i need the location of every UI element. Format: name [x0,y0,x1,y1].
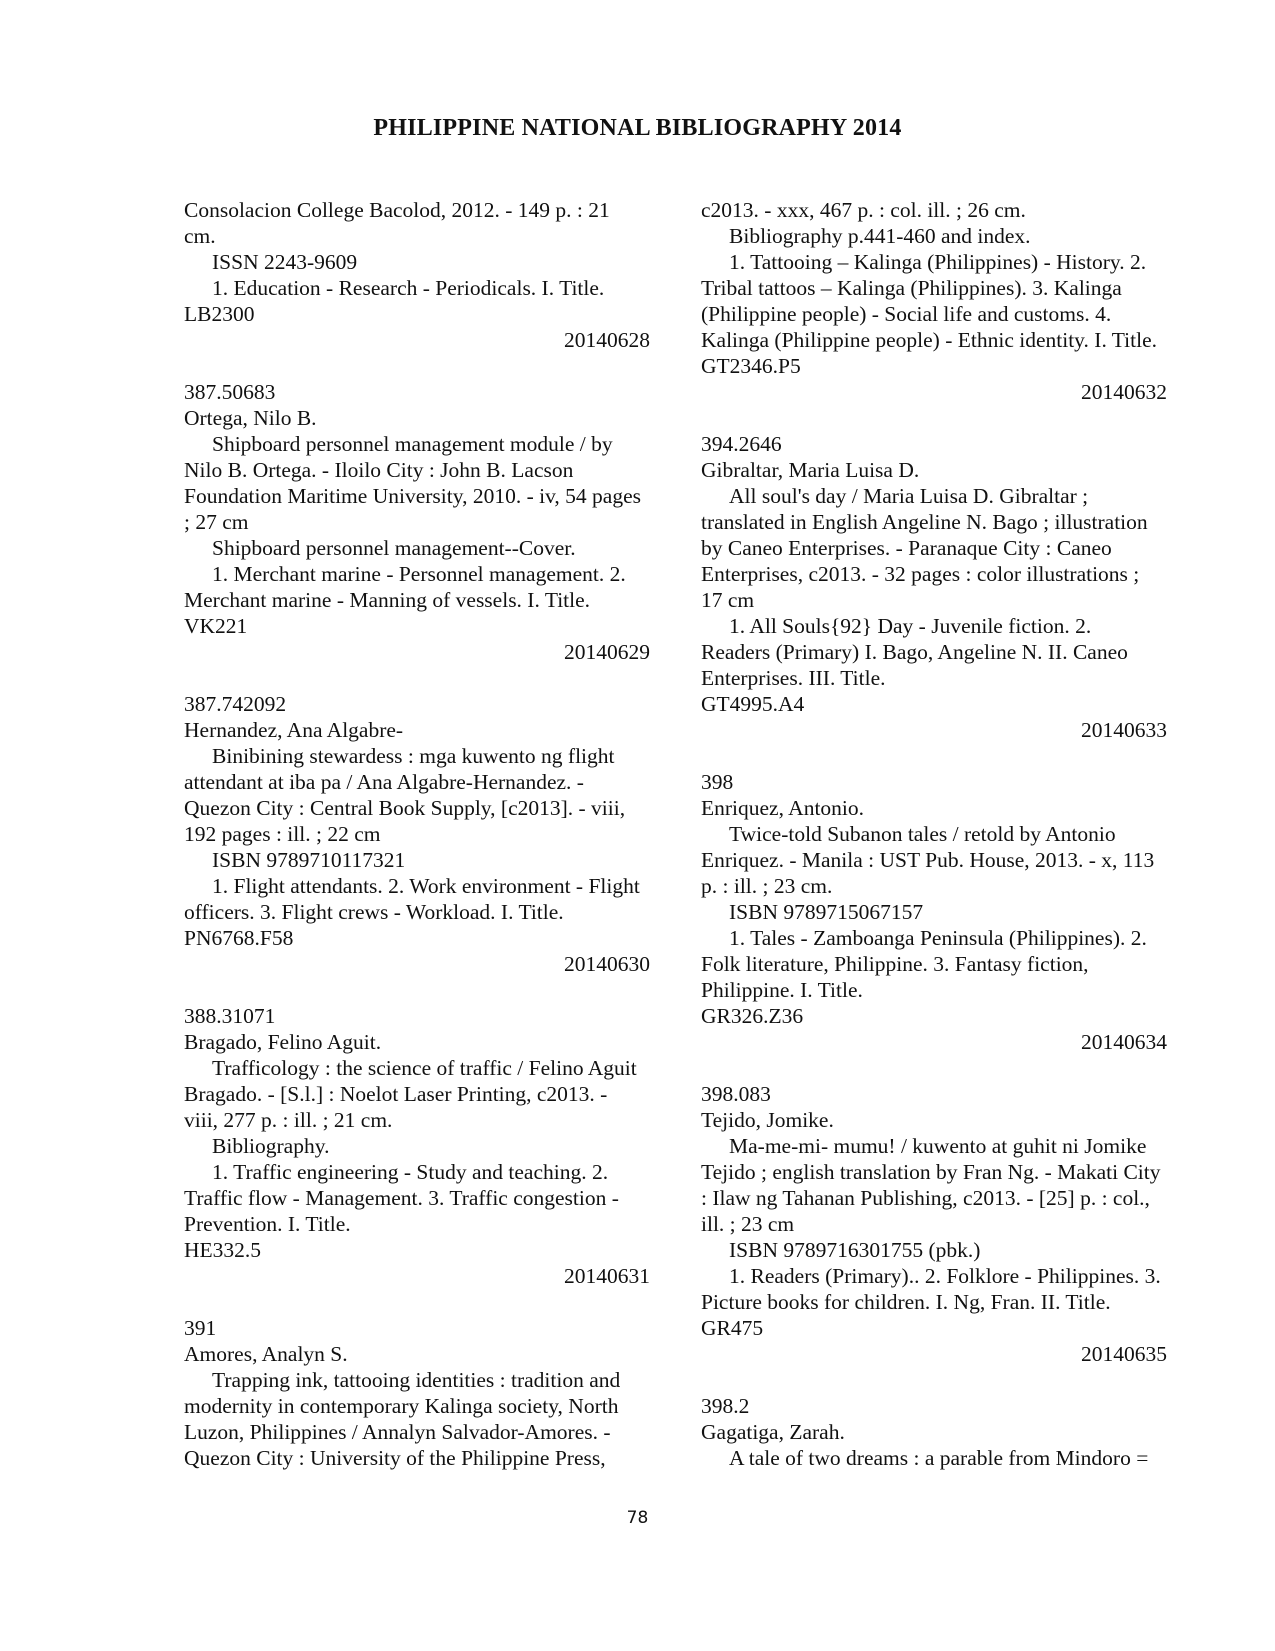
bibliography-line: Tejido, Jomike. [701,1108,834,1132]
bibliography-line: officers. 3. Flight crews - Workload. I. Title. [184,900,564,924]
bibliography-line: Ma-me-mi- mumu! / kuwento at guhit ni Jomike [729,1134,1147,1158]
bibliography-line: 20140633 [1081,718,1167,742]
bibliography-line: Amores, Analyn S. [184,1342,348,1366]
bibliography-line: : Ilaw ng Tahanan Publishing, c2013. - [25] p. : col., [701,1186,1150,1210]
entry-spacer [184,665,654,691]
bibliography-line: Tribal tattoos – Kalinga (Philippines). 3. Kalinga [701,276,1122,300]
entry-spacer [184,977,654,1003]
bibliography-line: Gagatiga, Zarah. [701,1420,845,1444]
bibliography-line: LB2300 [184,302,255,326]
bibliography-line: Bibliography p.441-460 and index. [729,224,1031,248]
bibliography-line: 1. Education - Research - Periodicals. I. Title. [212,276,605,300]
bibliography-line: 20140631 [564,1264,650,1288]
bibliography-line: p. : ill. ; 23 cm. [701,874,833,898]
bibliography-line: viii, 277 p. : ill. ; 21 cm. [184,1108,393,1132]
bibliography-line: (Philippine people) - Social life and customs. 4. [701,302,1112,326]
bibliography-line: Kalinga (Philippine people) - Ethnic identity. I. Title. [701,328,1158,352]
bibliography-line: Tejido ; english translation by Fran Ng. - Makati City [701,1160,1161,1184]
bibliography-line: 398 [701,770,734,794]
bibliography-line: Enterprises, c2013. - 32 pages : color illustrations ; [701,562,1140,586]
bibliography-line: Twice-told Subanon tales / retold by Antonio [729,822,1116,846]
bibliography-line: 388.31071 [184,1004,276,1028]
bibliography-line: HE332.5 [184,1238,262,1262]
bibliography-line: 1. Merchant marine - Personnel management. 2. [212,562,626,586]
bibliography-line: 1. Readers (Primary).. 2. Folklore - Philippines. 3. [729,1264,1161,1288]
bibliography-line: Picture books for children. I. Ng, Fran. II. Title. [701,1290,1111,1314]
bibliography-line: 398.083 [701,1082,771,1106]
bibliography-line: ISBN 9789716301755 (pbk.) [729,1238,981,1262]
bibliography-line: A tale of two dreams : a parable from Mindoro = [729,1446,1149,1470]
bibliography-line: Enriquez, Antonio. [701,796,865,820]
bibliography-line: Ortega, Nilo B. [184,406,317,430]
bibliography-line: attendant at iba pa / Ana Algabre-Hernandez. - [184,770,584,794]
bibliography-line: Bragado, Felino Aguit. [184,1030,382,1054]
bibliography-line: ISSN 2243-9609 [212,250,358,274]
bibliography-line: 20140632 [1081,380,1167,404]
bibliography-line: Shipboard personnel management module / by [212,432,613,456]
bibliography-line: Quezon City : University of the Philippine Press, [184,1446,606,1470]
bibliography-line: GR475 [701,1316,764,1340]
bibliography-line: modernity in contemporary Kalinga society, North [184,1394,619,1418]
bibliography-line: GT2346.P5 [701,354,801,378]
bibliography-line: Traffic flow - Management. 3. Traffic congestion - [184,1186,619,1210]
bibliography-line: 20140635 [1081,1342,1167,1366]
entry-spacer [184,353,654,379]
page-number: 78 [626,1508,649,1528]
left-column [184,197,654,1471]
bibliography-line: Prevention. I. Title. [184,1212,351,1236]
entry-spacer [184,1289,654,1315]
bibliography-line: 20140634 [1081,1030,1167,1054]
bibliography-line: Consolacion College Bacolod, 2012. - 149 p. : 21 [184,198,610,222]
bibliography-line: Folk literature, Philippine. 3. Fantasy fiction, [701,952,1089,976]
bibliography-line: 1. Tales - Zamboanga Peninsula (Philippines). 2. [729,926,1147,950]
bibliography-line: Hernandez, Ana Algabre- [184,718,404,742]
bibliography-line: Trafficology : the science of traffic / Felino Aguit [212,1056,637,1080]
bibliography-line: Bragado. - [S.l.] : Noelot Laser Printing, c2013. - [184,1082,608,1106]
bibliography-line: 192 pages : ill. ; 22 cm [184,822,381,846]
bibliography-line: c2013. - xxx, 467 p. : col. ill. ; 26 cm. [701,198,1026,222]
bibliography-line: 387.50683 [184,380,276,404]
bibliography-line: VK221 [184,614,248,638]
bibliography-line: by Caneo Enterprises. - Paranaque City : Caneo [701,536,1112,560]
bibliography-line: 391 [184,1316,217,1340]
bibliography-line: ISBN 9789710117321 [212,848,406,872]
bibliography-line: All soul's day / Maria Luisa D. Gibraltar ; [729,484,1089,508]
bibliography-line: ; 27 cm [184,510,249,534]
bibliography-line: Shipboard personnel management--Cover. [212,536,576,560]
bibliography-line: cm. [184,224,216,248]
bibliography-line: PN6768.F58 [184,926,294,950]
bibliography-line: Binibining stewardess : mga kuwento ng flight [212,744,615,768]
bibliography-line: translated in English Angeline N. Bago ; illustration [701,510,1148,534]
bibliography-line: Bibliography. [212,1134,330,1158]
bibliography-line: Gibraltar, Maria Luisa D. [701,458,920,482]
entry-spacer [701,743,1171,769]
bibliography-line: 1. Traffic engineering - Study and teaching. 2. [212,1160,609,1184]
bibliography-line: ISBN 9789715067157 [729,900,924,924]
bibliography-line: 20140629 [564,640,650,664]
bibliography-line: 20140628 [564,328,650,352]
entry-spacer [701,405,1171,431]
bibliography-line: 20140630 [564,952,650,976]
bibliography-line: Luzon, Philippines / Annalyn Salvador-Amores. - [184,1420,611,1444]
bibliography-line: 1. Tattooing – Kalinga (Philippines) - History. 2. [729,250,1147,274]
bibliography-line: 1. Flight attendants. 2. Work environment - Flight [212,874,640,898]
entry-spacer [701,1367,1171,1393]
bibliography-line: 394.2646 [701,432,782,456]
right-column [701,197,1171,1471]
bibliography-line: Foundation Maritime University, 2010. - iv, 54 pages [184,484,642,508]
bibliography-line: Trapping ink, tattooing identities : tradition and [212,1368,621,1392]
bibliography-line: GT4995.A4 [701,692,805,716]
bibliography-line: Readers (Primary) I. Bago, Angeline N. II. Caneo [701,640,1128,664]
bibliography-line: Quezon City : Central Book Supply, [c2013]. - viii, [184,796,626,820]
bibliography-line: Enterprises. III. Title. [701,666,886,690]
page-title: PHILIPPINE NATIONAL BIBLIOGRAPHY 2014 [373,115,902,141]
bibliography-line: 398.2 [701,1394,750,1418]
bibliography-line: 17 cm [701,588,755,612]
bibliography-line: Nilo B. Ortega. - Iloilo City : John B. Lacson [184,458,574,482]
bibliography-line: 1. All Souls{92} Day - Juvenile fiction. 2. [729,614,1092,638]
bibliography-line: Enriquez. - Manila : UST Pub. House, 2013. - x, 113 [701,848,1155,872]
bibliography-line: ill. ; 23 cm [701,1212,795,1236]
entry-spacer [701,1055,1171,1081]
bibliography-line: Merchant marine - Manning of vessels. I. Title. [184,588,591,612]
bibliography-line: GR326.Z36 [701,1004,804,1028]
bibliography-line: Philippine. I. Title. [701,978,863,1002]
bibliography-line: 387.742092 [184,692,287,716]
